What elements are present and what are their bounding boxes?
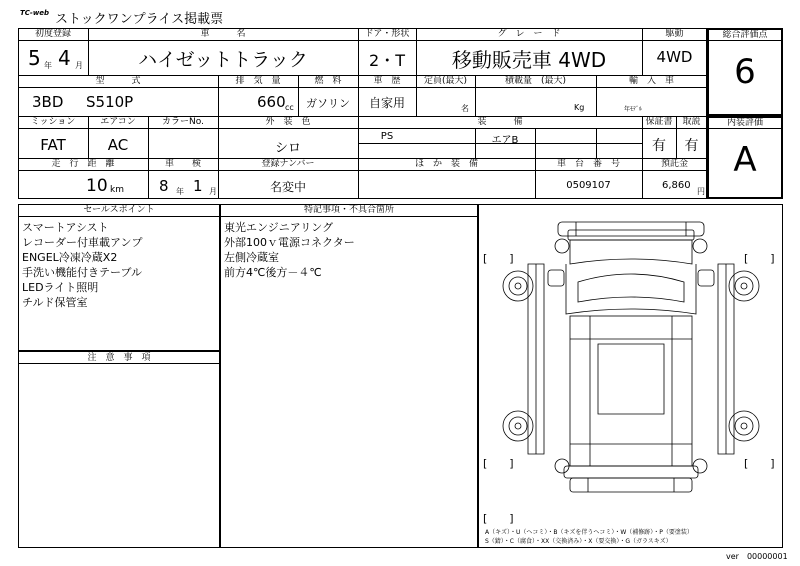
inspection-month-unit: 月 <box>209 187 217 196</box>
sales-points-title: セールスポイント <box>83 205 155 215</box>
label-car-name: 車 名 <box>200 29 246 39</box>
label-equipment: 装 備 <box>477 117 523 127</box>
reg-month-unit: 月 <box>75 61 83 70</box>
mileage: 10 <box>86 176 108 196</box>
label-color-no: カラーNo. <box>162 117 204 127</box>
bracket-front-left: [ ] <box>483 252 514 265</box>
legend-line-2: S（錆）・C（腐食）・XX（交換済み）・X（要交換）・G（ガラスキズ） <box>485 538 672 545</box>
legend-line-1: A（キズ）・U（ヘコミ）・B（キズを伴うヘコミ）・W（補修跡）・P（要塗装） <box>485 529 693 536</box>
special-notes-title: 特記事項・不具合箇所 <box>303 205 394 215</box>
car-name: ハイゼットトラック <box>138 49 308 71</box>
total-rating: 6 <box>734 52 756 92</box>
label-total-rating: 総合評価点 <box>722 30 768 40</box>
label-model: 型 式 <box>95 76 141 86</box>
model-prefix: 3BD <box>32 93 64 111</box>
label-inspection: 車 検 <box>164 159 201 169</box>
mileage-unit: km <box>110 185 124 195</box>
drive: 4WD <box>656 48 693 66</box>
sales-point-item: 手洗い機能付きテーブル <box>22 266 143 279</box>
special-note-item: 東光エンジニアリング <box>224 221 334 234</box>
grade: 移動販売車 4WD <box>451 48 607 72</box>
label-displacement: 排 気 量 <box>235 76 281 86</box>
manual: 有 <box>684 138 699 154</box>
special-note-item: 左側冷蔵室 <box>224 251 279 264</box>
label-warranty: 保証書 <box>645 117 673 127</box>
special-note-item: 外部100ｖ電源コネクター <box>224 236 355 249</box>
aircon: AC <box>107 136 129 154</box>
bracket-front-right: [ ] <box>744 252 775 265</box>
history: 自家用 <box>368 96 405 110</box>
inspection-year: 8 <box>159 177 169 195</box>
sales-point-item: スマートアシスト <box>22 221 109 234</box>
label-mission: ミッション <box>30 117 76 127</box>
exterior-color: シロ <box>274 141 301 156</box>
bracket-rear-right: [ ] <box>744 457 775 470</box>
model: S510P <box>86 93 134 111</box>
displacement: 660 <box>257 93 286 111</box>
special-notes-list <box>224 220 355 280</box>
label-first-reg: 初度登録 <box>34 29 71 39</box>
label-exterior: 外 装 色 <box>265 117 311 127</box>
interior-rating: A <box>733 140 757 180</box>
label-door: ドア・形状 <box>364 29 410 39</box>
load-unit: Kg <box>574 103 585 112</box>
sales-point-item: チルド保管室 <box>22 296 88 309</box>
inspection-month: 1 <box>193 177 203 195</box>
tc-web-logo: TC-web <box>20 9 50 17</box>
label-deposit: 預託金 <box>660 159 688 169</box>
reg-year-unit: 年 <box>44 61 52 70</box>
capacity-unit: 名 <box>461 104 469 113</box>
label-manual: 取説 <box>682 117 701 127</box>
truck-diagram <box>478 204 783 524</box>
import-unit: 年ﾓﾃﾞﾙ <box>624 106 643 113</box>
label-drive: 駆動 <box>665 29 684 39</box>
label-interior-rating: 内装評価 <box>726 118 763 128</box>
version-label: ver 00000001 <box>726 552 788 561</box>
plate: 名変中 <box>269 180 306 194</box>
label-fuel: 燃 料 <box>314 76 342 86</box>
equip-airbag: エアB <box>491 135 519 146</box>
notes-title: 注 意 事 項 <box>87 353 151 363</box>
chassis-no: 0509107 <box>566 180 611 191</box>
sales-points-list <box>22 220 143 310</box>
reg-year: 5 <box>28 46 41 70</box>
label-grade: グ レ ー ド <box>497 29 561 39</box>
fuel: ガソリン <box>306 97 350 110</box>
label-capacity: 定員(最大) <box>423 76 468 86</box>
deposit: 6,860 <box>662 180 691 191</box>
mission: FAT <box>40 136 66 154</box>
notes-panel <box>18 351 220 548</box>
inspection-year-unit: 年 <box>176 187 184 196</box>
deposit-unit: 円 <box>697 187 705 196</box>
warranty: 有 <box>652 138 666 154</box>
label-aircon: エアコン <box>100 117 136 127</box>
label-load: 積載量 (最大) <box>504 76 567 86</box>
displacement-unit: cc <box>285 103 294 112</box>
sales-point-item: レコーダー付車載アンプ <box>22 236 143 249</box>
special-note-item: 前方4℃後方－４℃ <box>224 266 322 279</box>
equip-ps: PS <box>380 131 394 142</box>
bracket-rear-left: [ ] <box>483 457 514 470</box>
page-title: ストックワンプライス掲載票 <box>55 12 224 27</box>
label-plate: 登録ナンバー <box>261 159 315 169</box>
label-other-equip: ほ か 装 備 <box>414 159 478 169</box>
label-history: 車 歴 <box>373 76 401 86</box>
bracket-bottom: [ ] <box>483 512 514 525</box>
sales-point-item: LEDライト照明 <box>22 281 99 294</box>
label-chassis-no: 車 台 番 号 <box>556 159 620 169</box>
damage-legend <box>485 528 693 546</box>
sales-point-item: ENGEL冷凍冷蔵X2 <box>22 251 118 264</box>
label-mileage: 走 行 距 離 <box>51 159 115 169</box>
label-import: 輸 入 車 <box>628 76 674 86</box>
door-shape: 2・T <box>369 51 405 70</box>
reg-month: 4 <box>58 46 71 70</box>
